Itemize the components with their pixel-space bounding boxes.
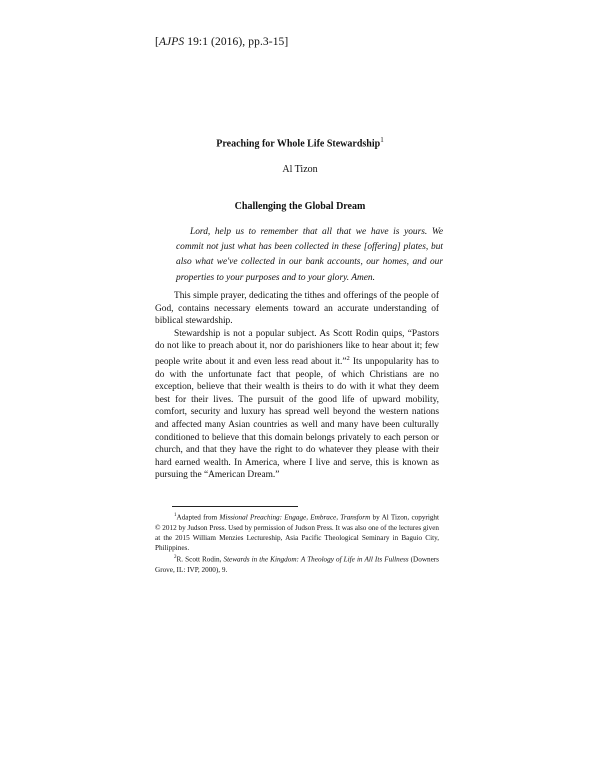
footnote-1-book-title: Missional Preaching: Engage, Embrace, Transform — [219, 513, 371, 522]
article-author: Al Tizon — [282, 164, 318, 175]
body-text — [155, 290, 439, 482]
footnote-2-mark: 2 — [174, 555, 177, 561]
footnote-1-lead: Adapted from — [176, 513, 220, 522]
section-heading: Challenging the Global Dream — [234, 201, 366, 212]
footnote-1 — [155, 511, 439, 553]
footnote-2-rest: (Downers Grove, IL: IVP, 2000), 9. — [155, 555, 439, 574]
paragraph-2 — [155, 328, 439, 482]
article-title-text: Preaching for Whole Life Stewardship — [216, 138, 381, 150]
footnote-2-lead: R. Scott Rodin, — [176, 555, 224, 564]
journal-abbreviation: AJPS — [158, 36, 185, 48]
footnote-2-book-title: Stewards in the Kingdom: A Theology of Life in All Its Fullness — [223, 555, 409, 564]
article-title — [0, 136, 600, 149]
citation-volume-pages: 19:1 (2016), pp.3-15] — [184, 36, 289, 48]
citation-open-bracket: [ — [155, 36, 159, 48]
footnote-1-mark: 1 — [174, 513, 177, 518]
footnote-1-rest: by Al Tizon, copyright © 2012 by Judson Press. Used by permission of Judson Press. It was also one of the lectures given at the 2015 William Menzies Lectureship, Asia Pacific Theological Seminary in Baguio City, Philippines. — [155, 513, 440, 552]
paragraph-2-part-2: Its unpopularity has to do with the unfortunate fact that people, of which Christians are no exception, believe that their wealth is theirs to do with it what they deem best for their lives. The pursuit of the good life of upward mobility, comfort, security and luxury has spread well beyond the western nations and affected many Asian countries as well and many have been culturally conditioned to believe that this domain belongs privately to each person or church, and that they have the right to do whatever they please with their hard earned wealth. In America, where I live and serve, this is known as pursuing the “American Dream.” — [155, 357, 439, 481]
footnote-2 — [155, 553, 439, 575]
paragraph-1: This simple prayer, dedicating the tithes and offerings of the people of God, contains necessary elements toward an accurate understanding of biblical stewardship. — [155, 291, 439, 327]
footnote-ref-2[interactable]: 2 — [346, 354, 350, 362]
paragraph-2-part-1: Stewardship is not a popular subject. As Scott Rodin quips, “Pastors do not like to preach about it, nor do parishioners like to hear about it; few people write about it and even less read about it.” — [155, 328, 439, 368]
journal-citation — [155, 36, 288, 48]
footnote-divider — [172, 506, 298, 507]
footnote-ref-1[interactable]: 1 — [380, 136, 384, 144]
footnotes — [155, 511, 439, 575]
opening-prayer: Lord, help us to remember that all that we have is yours. We commit not just what has been collected in these [offering] plates, but also what we've collected in our bank accounts, our homes, and our properties to your purposes and to your glory. Amen. — [176, 227, 443, 283]
